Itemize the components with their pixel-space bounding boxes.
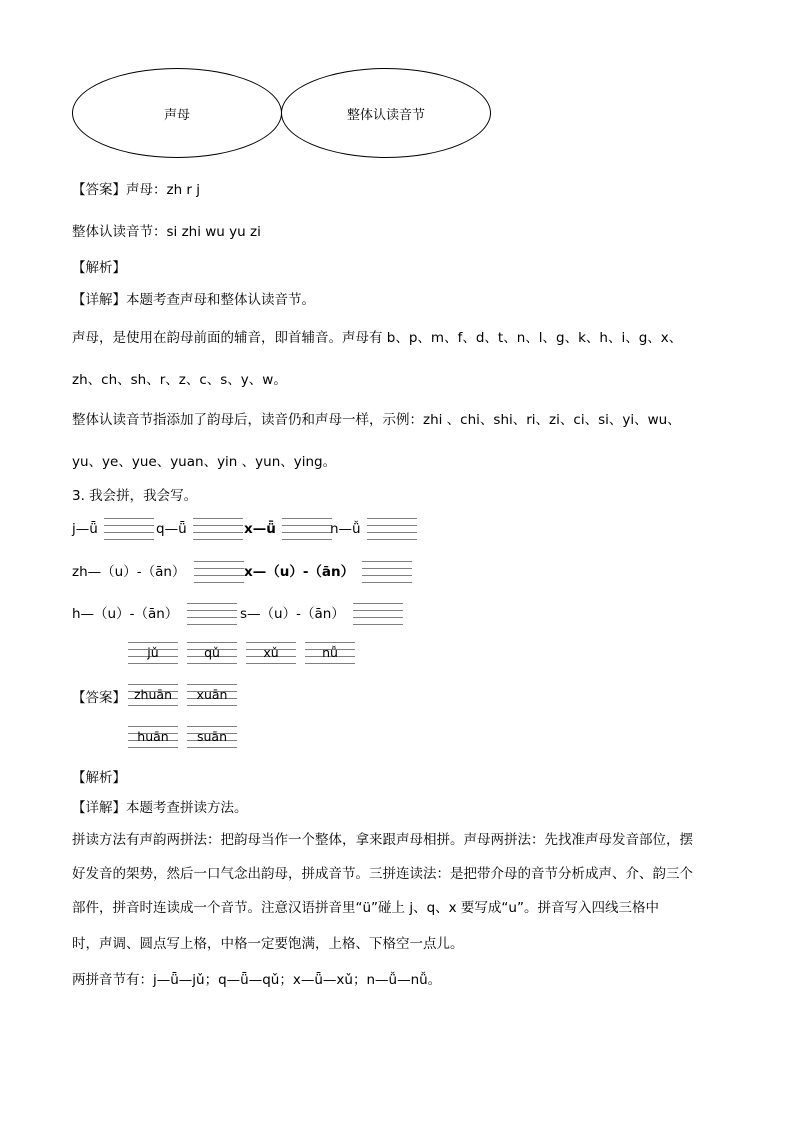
- q3-row4-text1: jǔ: [147, 645, 159, 660]
- q3-row1-item4: [330, 518, 417, 540]
- writing-grid[interactable]: [362, 561, 412, 583]
- analysis1-p2a: 整体认读音节指添加了韵母后，读音仍和声母一样，示例：zhi 、chi、shi、ri、zi、ci、si、yi、wu、: [72, 412, 681, 428]
- analysis1-p1a: 声母，是使用在韵母前面的辅音，即首辅音。声母有 b、p、m、f、d、t、n、l、g、k、h、i、g、x、: [72, 330, 683, 346]
- q3-row1-item2: [156, 518, 243, 540]
- analysis1-p1b: zh、ch、sh、r、z、c、s、y、w。: [72, 372, 287, 388]
- q3-row4-grid4: [305, 642, 355, 664]
- writing-grid[interactable]: [353, 603, 403, 625]
- analysis3-p5: 两拼音节有：j—ǖ—jǔ；q—ǖ—qǔ；x—ǖ—xǔ；n—ǚ—nǚ。: [72, 972, 442, 988]
- shengmu-oval: [72, 68, 282, 158]
- q3-row2-item1: [72, 560, 244, 583]
- writing-grid[interactable]: [282, 518, 332, 540]
- analysis3-p3: 部件，拼音时连读成一个音节。注意汉语拼音里“ü”碰上 j、q、x 要写成“u”。拼音写入四线三格中: [72, 900, 659, 916]
- analysis1-detail: 【详解】本题考查声母和整体认读音节。: [72, 292, 315, 308]
- q3-row3-item1: [72, 602, 237, 625]
- writing-grid[interactable]: [193, 518, 243, 540]
- writing-grid[interactable]: [367, 518, 417, 540]
- answer3-text1: zhuān: [134, 687, 172, 702]
- answer3-grid3: [128, 726, 178, 748]
- writing-grid[interactable]: [194, 561, 244, 583]
- writing-grid[interactable]: [104, 518, 154, 540]
- analysis1-p2b: yu、ye、yue、yuan、yin 、yun、ying。: [72, 454, 337, 470]
- q3-row2-label1: zh—（u）-（ān）: [72, 564, 186, 580]
- q3-row1-label2: q—ǖ: [156, 521, 187, 537]
- q3-row3-label1: h—（u）-（ān）: [72, 606, 179, 622]
- answer1-line2: 整体认读音节：si zhi wu yu zi: [72, 224, 261, 240]
- answer3-text4: suān: [196, 729, 228, 744]
- q3-row4-text4: nǚ: [322, 645, 338, 660]
- q3-row1-item3: [244, 518, 332, 540]
- answer3-text2: xuān: [196, 687, 228, 702]
- q3-row4-grid1: [128, 642, 178, 664]
- q3-row1-label3: x—ǖ: [244, 521, 276, 537]
- answer1-line1: [72, 178, 200, 198]
- writing-grid[interactable]: [187, 603, 237, 625]
- q3-row1-item1: [72, 518, 154, 540]
- answer3-tag: 【答案】: [72, 690, 126, 706]
- analysis1-tag: 【解析】: [72, 260, 126, 276]
- shengmu-oval-label: 声母: [163, 107, 190, 123]
- answer1-tag: 【答案】: [72, 182, 126, 198]
- zhengti-oval-label: 整体认读音节: [346, 107, 425, 123]
- q3-row1-label1: j—ǖ: [72, 521, 98, 537]
- q3-row2-item2: [244, 560, 412, 583]
- analysis3-p2: 好发音的架势，然后一口气念出韵母，拼成音节。三拼连读法：是把带介母的音节分析成声、介、韵三个: [72, 866, 693, 882]
- q3-row4-grid2: [187, 642, 237, 664]
- answer3-grid1: [128, 684, 178, 706]
- q3-row4-grid3: [246, 642, 296, 664]
- q3-row2-label2: x—（u）-（ān）: [244, 564, 355, 580]
- answer1-text1: 声母：zh r j: [126, 182, 201, 198]
- analysis3-detail: 【详解】本题考查拼读方法。: [72, 800, 248, 816]
- question3-title: 3. 我会拼，我会写。: [72, 488, 198, 504]
- answer3-grid2: [187, 684, 237, 706]
- zhengti-oval: [281, 68, 491, 158]
- q3-row3-label2: s—（u）-（ān）: [240, 606, 345, 622]
- q3-row1-label4: n—ǚ: [330, 521, 361, 537]
- analysis3-p1: 拼读方法有声韵两拼法：把韵母当作一个整体，拿来跟声母相拼。声母两拼法：先找准声母发音部位，摆: [72, 832, 693, 848]
- q3-row4-text2: qǔ: [204, 645, 220, 660]
- answer3-text3: huān: [137, 729, 169, 744]
- q3-row4-text3: xǔ: [263, 645, 279, 660]
- analysis3-tag: 【解析】: [72, 770, 126, 786]
- analysis3-p4: 时，声调、圆点写上格，中格一定要饱满，上格、下格空一点儿。: [72, 936, 464, 952]
- answer3-grid4: [187, 726, 237, 748]
- q3-row3-item2: [240, 602, 403, 625]
